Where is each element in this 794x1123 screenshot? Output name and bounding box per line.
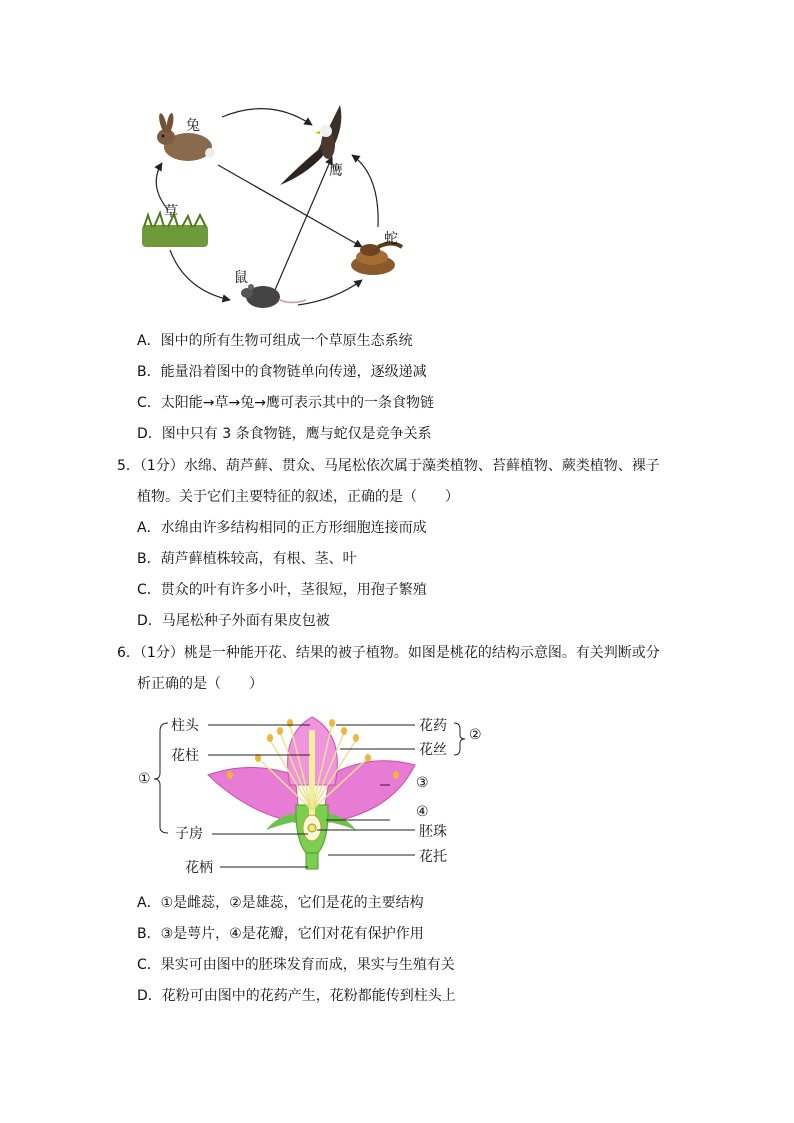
q4-option-a: A．图中的所有生物可组成一个草原生态系统: [137, 333, 413, 349]
label-circle-4: ④: [416, 804, 429, 820]
q6-stem-line2: 析正确的是（ ）: [137, 676, 263, 692]
label-stigma: 柱头: [171, 718, 199, 734]
q6-option-d: D．花粉可由图中的花药产生，花粉都能传到柱头上: [137, 988, 456, 1004]
label-grass: 草: [164, 204, 178, 220]
bracket-2: [454, 723, 465, 755]
label-ovary: 子房: [175, 826, 203, 842]
food-web-diagram: [130, 95, 430, 320]
q5-stem-line1: 5．（1分）水绵、葫芦藓、贯众、马尾松依次属于藻类植物、苔藓植物、蕨类植物、裸子: [117, 458, 660, 474]
label-style: 花柱: [171, 748, 199, 764]
arrow-mouse-snake: [298, 280, 362, 305]
flower-diagram: [130, 705, 500, 885]
q6-option-a: A．①是雌蕊，②是雄蕊，它们是花的主要结构: [137, 895, 424, 911]
q4-option-c: C．太阳能→草→兔→鹰可表示其中的一条食物链: [137, 395, 434, 411]
ovule-shape: [308, 824, 316, 832]
label-circle-1: ①: [138, 771, 151, 787]
arrow-mouse-eagle: [275, 157, 332, 290]
q5-option-d: D．马尾松种子外面有果皮包被: [137, 613, 330, 629]
label-rabbit: 兔: [186, 118, 200, 134]
label-eagle: 鹰: [329, 163, 343, 179]
label-anther: 花药: [419, 718, 447, 734]
label-circle-2: ②: [469, 727, 482, 743]
label-snake: 蛇: [384, 231, 398, 247]
label-filament: 花丝: [419, 742, 447, 758]
label-pedicel: 花柄: [185, 860, 213, 876]
arrow-rabbit-eagle: [222, 109, 312, 125]
petal-left: [208, 768, 300, 824]
q5-option-b: B．葫芦藓植株较高，有根、茎、叶: [137, 551, 357, 567]
q4-option-b: B．能量沿着图中的食物链单向传递，逐级递减: [137, 364, 427, 380]
label-receptacle: 花托: [419, 849, 447, 865]
arrow-snake-eagle: [352, 155, 378, 227]
bracket-1: [154, 723, 168, 833]
q6-stem-line1: 6．（1分）桃是一种能开花、结果的被子植物。如图是桃花的结构示意图。有关判断或分: [117, 645, 660, 661]
snake-image: [351, 244, 402, 276]
q6-option-c: C．果实可由图中的胚珠发育而成，果实与生殖有关: [137, 957, 455, 973]
q5-stem-line2: 植物。关于它们主要特征的叙述，正确的是（ ）: [137, 489, 459, 505]
mouse-image: [241, 284, 306, 308]
q6-option-b: B．③是萼片，④是花瓣，它们对花有保护作用: [137, 926, 424, 942]
label-mouse: 鼠: [234, 270, 248, 286]
arrow-grass-mouse: [170, 250, 230, 300]
q5-option-c: C．贯众的叶有许多小叶，茎很短，用孢子繁殖: [137, 582, 427, 598]
label-ovule: 胚珠: [419, 824, 447, 840]
q5-option-a: A．水绵由许多结构相同的正方形细胞连接而成: [137, 520, 427, 536]
q4-option-d: D．图中只有 3 条食物链，鹰与蛇仅是竞争关系: [137, 426, 432, 442]
label-circle-3: ③: [416, 775, 429, 791]
